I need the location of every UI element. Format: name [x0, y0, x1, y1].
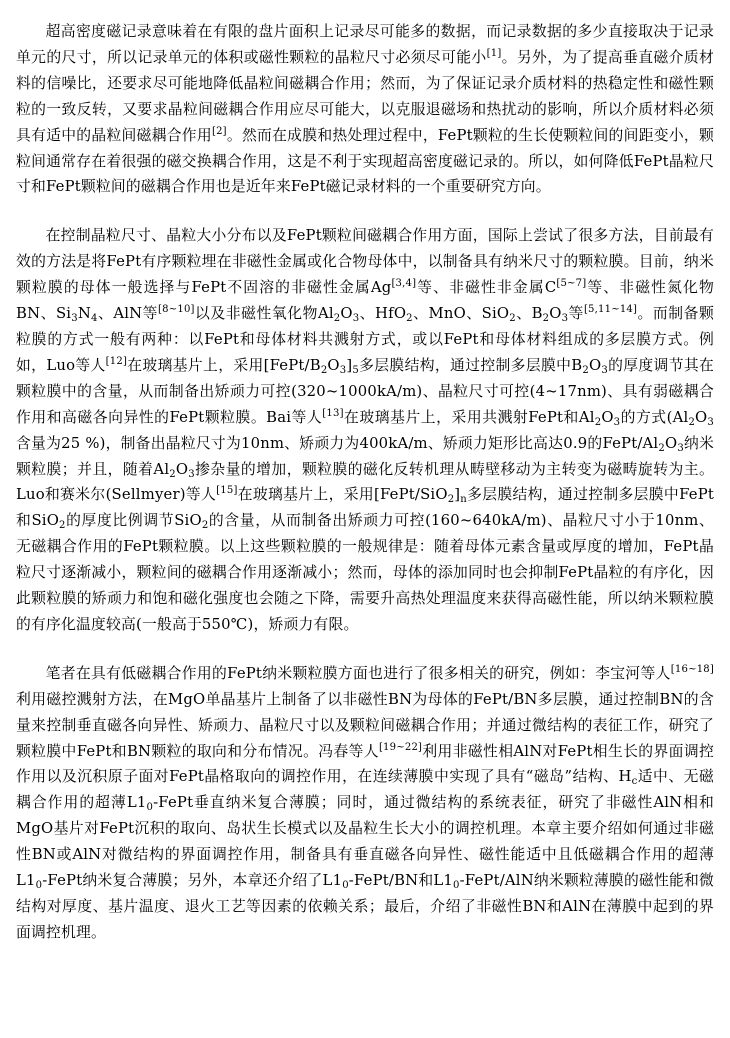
- text-run: -FePt/BN和L1: [348, 872, 453, 890]
- text-run: 的厚度调节其在颗粒膜中的含量，从而制备出矫顽力可控(320~1000kA/m)、晶粒尺寸可控(4~17nm)、具有弱磁耦合作用和高磁各向异性的FePt颗粒膜。Bai等人: [16, 356, 715, 426]
- text-run: 多层膜结构，通过控制多层膜中B: [358, 356, 583, 374]
- subscript: n: [460, 494, 467, 506]
- text-run: -FePt/AlN纳米颗粒薄膜的磁性能和微结构对厚度、基片温度、退火工艺等因素的依赖关系；最后，介绍了非磁性BN和AlN在薄膜中起到的界面调控机理。: [16, 872, 714, 941]
- subscript: 2: [509, 312, 516, 324]
- text-run: 、MnO、SiO: [412, 305, 510, 323]
- text-run: O: [664, 434, 678, 452]
- text-run: O: [549, 305, 562, 323]
- subscript: 2: [59, 520, 66, 532]
- text-run: 。而制备颗粒膜的方式一般有两种：以FePt和母体材料共溅射方式，或以FePt和母体材料组成的多层膜方式。例如，Luo等人: [16, 305, 714, 374]
- text-run: 、B: [515, 305, 543, 323]
- text-run: 掺杂量的增加，颗粒膜的磁化反转机理从畴壁移动为主转变为磁畴旋转为主。Luo和赛米尔(Sellmyer)等人: [16, 460, 714, 504]
- text-run: 、HfO: [359, 305, 407, 323]
- subscript: 3: [561, 312, 569, 324]
- text-run: ]: [454, 486, 461, 504]
- citation-superscript: [1]: [486, 47, 502, 59]
- text-run: O: [695, 408, 708, 426]
- text-run: 利用磁控溅射方法，在MgO单晶基片上制备了以非磁性BN为母体的FePt/BN多层膜，通过控制BN的含量来控制垂直磁各向异性、矫顽力、晶粒尺寸以及颗粒间磁耦合作用；并通过微结构的表征工作，研究了颗粒膜中FePt和BN颗粒的取向和分布情况。冯春等人: [16, 690, 714, 760]
- citation-superscript: [19~22]: [378, 741, 423, 753]
- subscript: 2: [688, 416, 696, 428]
- subscript: 2: [594, 416, 602, 428]
- text-run: O: [340, 305, 353, 323]
- text-run: 在玻璃基片上，采用共溅射FePt和Al: [343, 408, 595, 426]
- citation-superscript: [3,4]: [391, 277, 417, 289]
- subscript: 3: [352, 312, 360, 324]
- text-run: 的厚度比例调节SiO: [65, 512, 202, 530]
- subscript: 0: [35, 879, 43, 891]
- text-run: 多层膜结构，通过控制多层膜中FePt和SiO: [16, 486, 714, 530]
- text-run: 在玻璃基片上，采用[FePt/SiO: [237, 486, 448, 504]
- citation-superscript: [12]: [105, 355, 128, 367]
- subscript: 2: [658, 442, 665, 454]
- subscript: 3: [71, 312, 78, 324]
- text-run: 利用非磁性相AlN对FePt相生长的界面调控作用以及沉积原子面对FePt晶格取向的调控作用，在连续薄膜中实现了具有“磁岛”结构、H: [16, 742, 714, 786]
- citation-superscript: [5,11~14]: [583, 303, 638, 315]
- text-run: 以及非磁性氧化物Al: [194, 305, 334, 323]
- text-run: 适中、无磁耦合作用的超薄L1: [16, 768, 714, 812]
- text-run: O: [601, 408, 614, 426]
- text-run: 等: [568, 305, 584, 323]
- subscript: 0: [342, 879, 349, 891]
- text-run: 、AlN等: [97, 305, 159, 323]
- text-run: 在玻璃基片上，采用[FePt/B: [127, 356, 321, 374]
- subscript: 2: [447, 494, 455, 506]
- paragraph-1: [16, 19, 714, 200]
- citation-superscript: [15]: [216, 485, 238, 497]
- subscript: c: [631, 776, 638, 788]
- citation-superscript: [13]: [322, 407, 344, 419]
- text-run: 纳米颗粒膜；并且，随着Al: [16, 434, 714, 478]
- paragraph-2: [16, 223, 714, 638]
- subscript: 5: [352, 364, 359, 376]
- subscript: 3: [613, 416, 621, 428]
- citation-superscript: [2]: [211, 125, 227, 137]
- subscript: 2: [169, 468, 176, 480]
- text-run: O: [175, 460, 189, 478]
- text-run: N: [77, 305, 91, 323]
- subscript: 2: [406, 312, 413, 324]
- text-run: 笔者在具有低磁耦合作用的FePt纳米颗粒膜方面也进行了很多相关的研究，例如：李宝河等人: [45, 664, 671, 682]
- subscript: 4: [90, 312, 98, 324]
- text-run: O: [588, 356, 602, 374]
- subscript: 3: [707, 416, 714, 428]
- text-run: 等、非磁性非金属C: [416, 279, 557, 297]
- subscript: 2: [333, 312, 341, 324]
- citation-superscript: [8~10]: [158, 303, 195, 315]
- subscript: 2: [201, 520, 209, 532]
- text-run: 含量为25 %)，制备出晶粒尺寸为10nm、矫顽力为400kA/m、矫顽力矩形比高达0.9的FePt/Al: [16, 434, 659, 452]
- subscript: 0: [453, 879, 460, 891]
- citation-superscript: [5~7]: [556, 277, 587, 289]
- subscript: 0: [146, 802, 154, 814]
- subscript: 2: [542, 312, 550, 324]
- text-run: 。然而在成膜和热处理过程中，FePt颗粒的生长使颗粒间的间距变小，颗粒间通常存在着很强的磁交换耦合作用，这是不利于实现超高密度磁记录的。所以，如何降低FePt晶粒尺寸和FePt颗粒间的磁耦合作用也是近年来FePt磁记录材料的一个重要研究方向。: [16, 126, 714, 196]
- text-run: 。另外，为了提高垂直磁介质材料的信噪比，还要求尽可能地降低晶粒间磁耦合作用；然而，为了保证记录介质材料的热稳定性和磁性颗粒的一致反转，又要求晶粒间磁耦合作用应尽可能大，以克服退磁场和热扰动的影响，所以介质材料必须具有适中的晶粒间磁耦合作用: [16, 48, 715, 144]
- subscript: 3: [339, 364, 347, 376]
- subscript: 3: [677, 442, 684, 454]
- text-run: 等、非磁性氮化物BN、Si: [16, 279, 714, 323]
- paragraph-3: [16, 661, 714, 946]
- text-run: ]: [346, 356, 353, 374]
- text-run: -FePt垂直纳米复合薄膜；同时，通过微结构的系统表征，研究了非磁性AlN相和MgO基片对FePt沉积的取向、岛状生长模式以及晶粒生长大小的调控机理。本章主要介绍如何通过非磁性BN或AlN对微结构的界面调控作用，制备具有垂直磁各向异性、磁性能适中且低磁耦合作用的超薄L1: [16, 794, 714, 890]
- subscript: 3: [188, 468, 195, 480]
- text-run: O: [327, 356, 340, 374]
- text-run: 超高密度磁记录意味着在有限的盘片面积上记录尽可能多的数据，而记录数据的多少直接取决于记录单元的尺寸，所以记录单元的体积或磁性颗粒的晶粒尺寸必须尽可能小: [16, 23, 714, 66]
- subscript: 2: [582, 364, 589, 376]
- citation-superscript: [16~18]: [670, 663, 714, 675]
- text-run: -FePt纳米复合薄膜；另外，本章还介绍了L1: [42, 872, 343, 890]
- text-run: 在控制晶粒尺寸、晶粒大小分布以及FePt颗粒间磁耦合作用方面，国际上尝试了很多方法，目前最有效的方法是将FePt有序颗粒埋在非磁性金属或化合物母体中，以制备具有纳米尺寸的颗粒膜。目前，纳米颗粒膜的母体一般选择与FePt不固溶的非磁性金属Ag: [16, 227, 714, 297]
- text-run: 的含量，从而制备出矫顽力可控(160~640kA/m)、晶粒尺寸小于10nm、无磁耦合作用的FePt颗粒膜。以上这些颗粒膜的一般规律是：随着母体元素含量或厚度的增加，FePt晶粒尺寸逐渐减小，颗粒间的磁耦合作用逐渐减小；然而，母体的添加同时也会抑制FePt晶粒的有序化，因此颗粒膜的矫顽力和饱和磁化强度也会随之下降，需要升高热处理温度来获得高磁性能，所以纳米颗粒膜的有序化温度较高(一般高于550℃)，矫顽力有限。: [16, 512, 714, 633]
- text-run: 的方式(Al: [620, 408, 689, 426]
- subscript: 3: [601, 364, 608, 376]
- subscript: 2: [320, 364, 328, 376]
